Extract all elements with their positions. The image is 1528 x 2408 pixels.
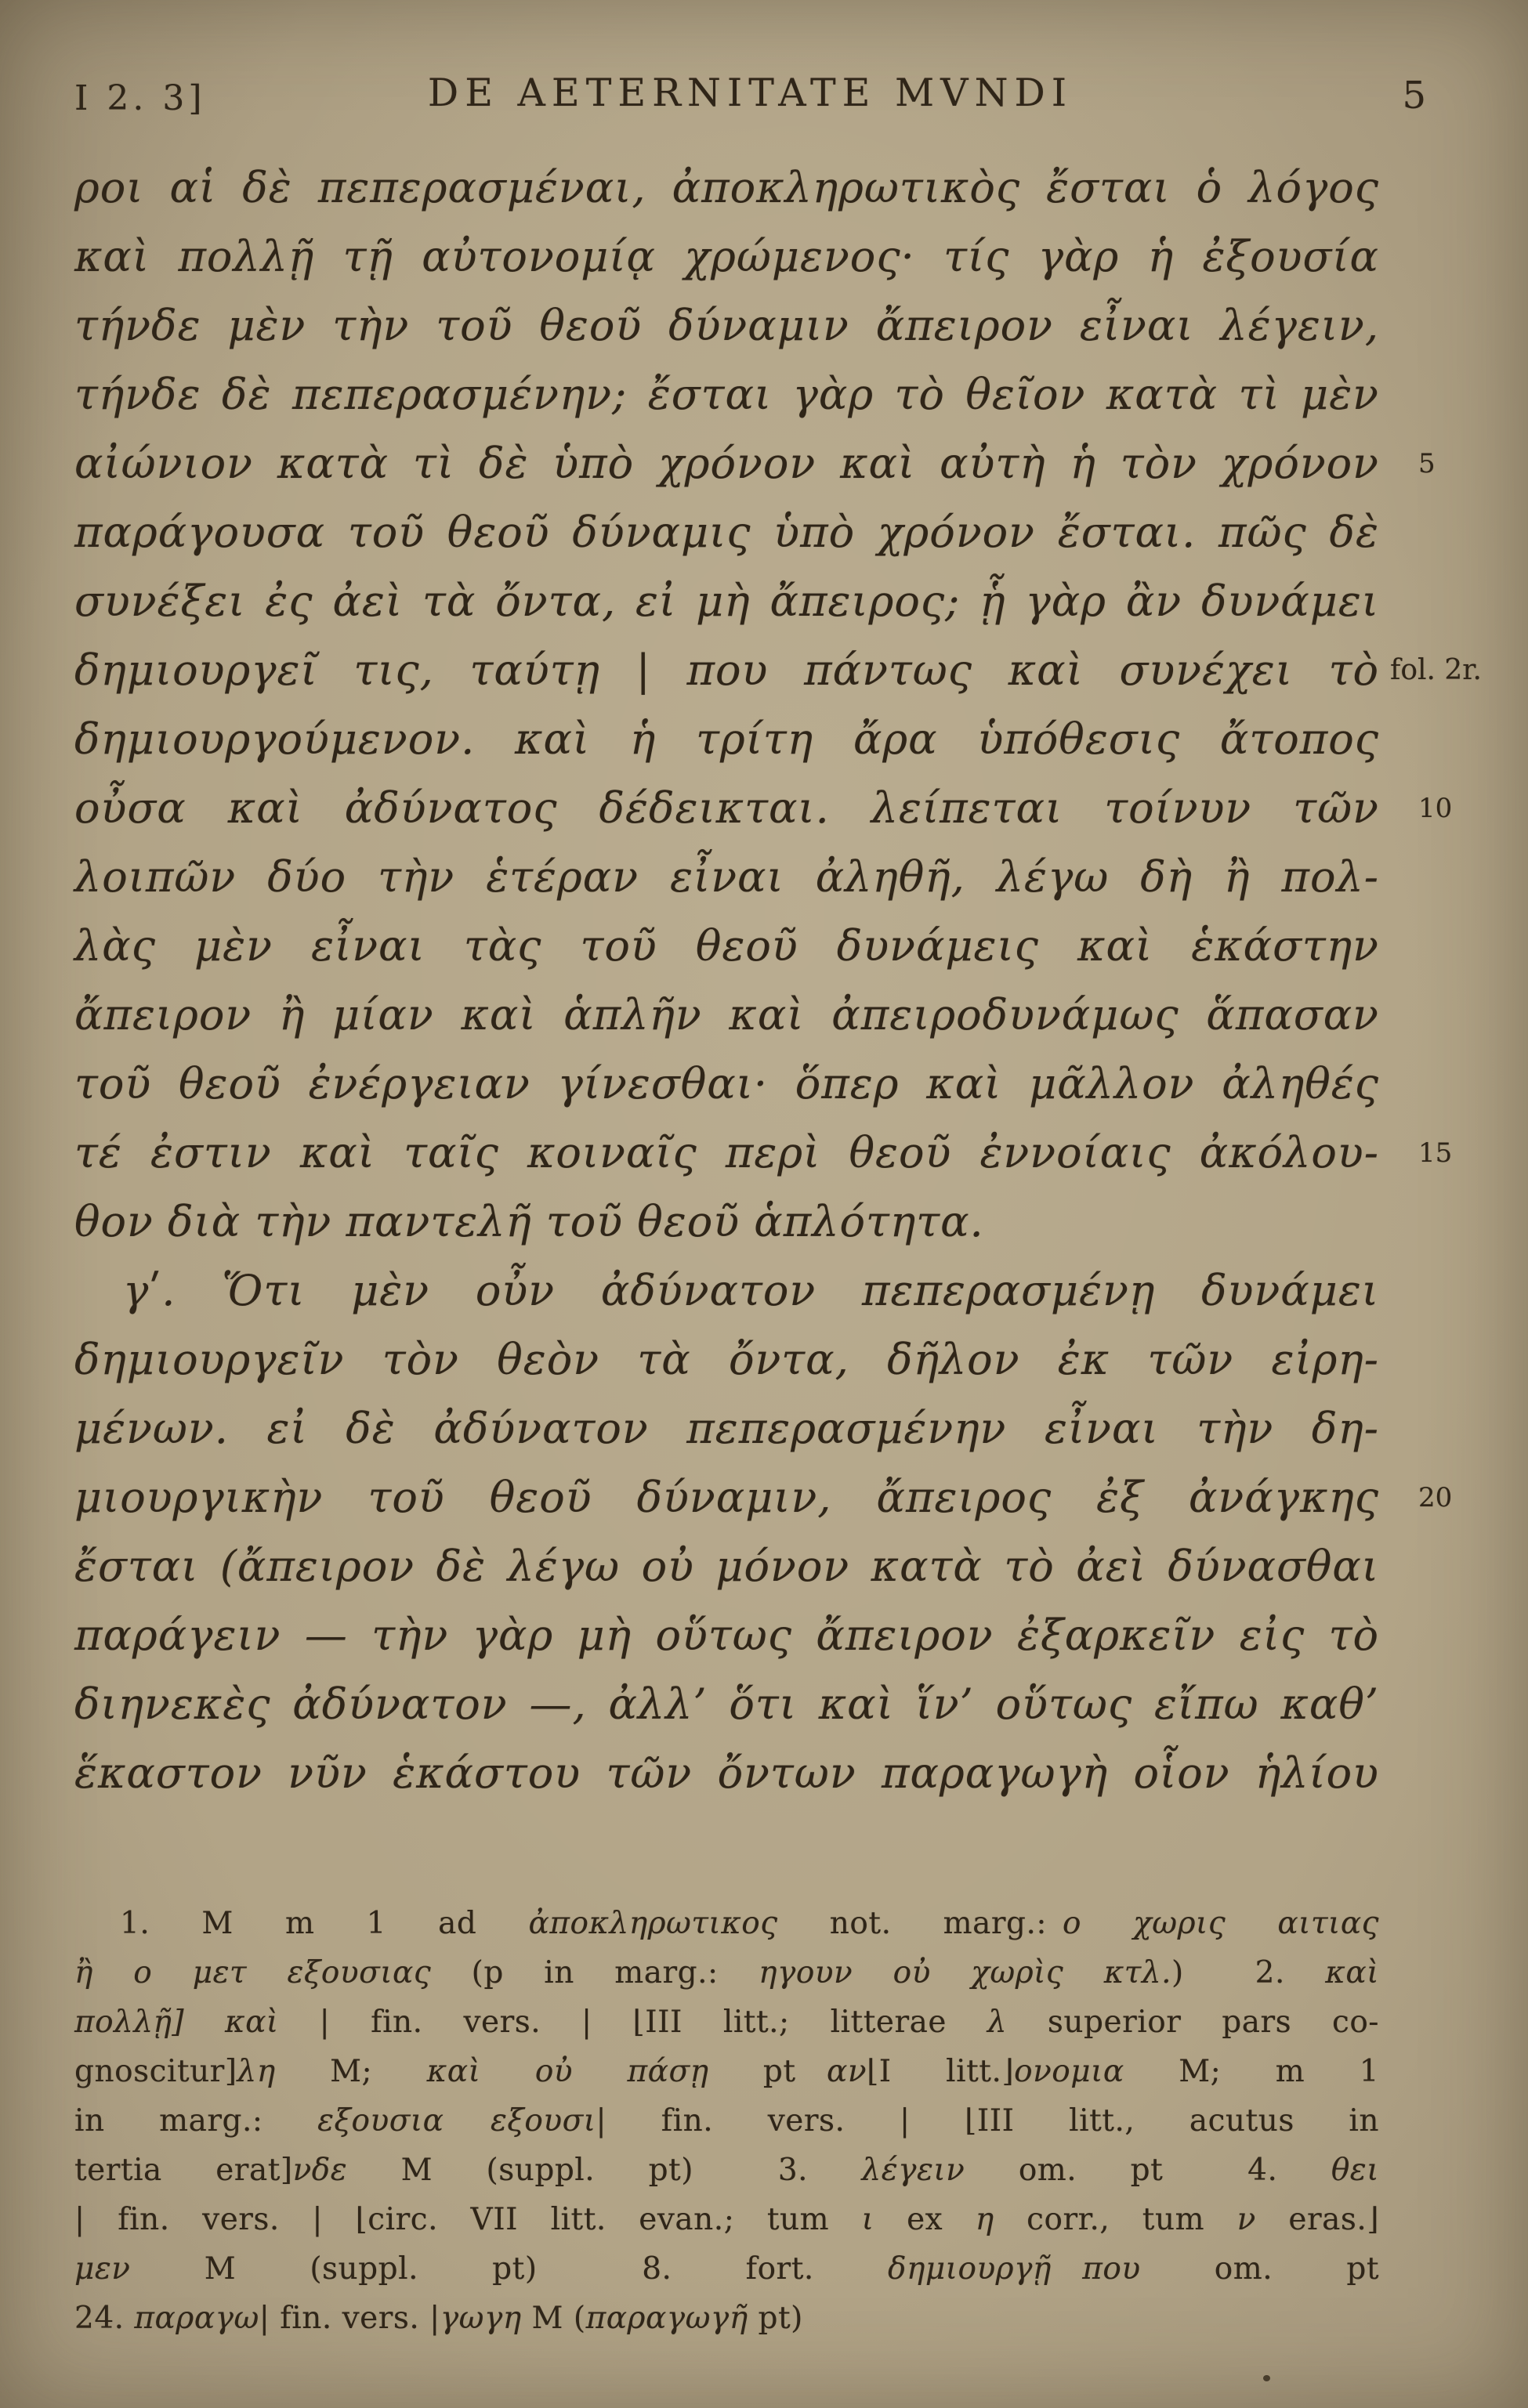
page-number: 5 <box>1402 74 1426 118</box>
apparatus-latin-segment: not. marg.: <box>829 1906 1063 1941</box>
greek-line-text: θον διὰ τὴν παντελῆ τοῦ θεοῦ ἁπλότητα. <box>74 1197 984 1246</box>
apparatus-greek-segment: πολλῇ] καὶ <box>74 2005 320 2040</box>
greek-line <box>74 1119 1453 1188</box>
greek-line <box>74 1188 1379 1256</box>
greek-line <box>74 1256 1379 1325</box>
greek-line <box>74 567 1379 636</box>
apparatus-greek-segment: ι <box>861 2202 874 2237</box>
apparatus-greek-segment: εξουσι <box>490 2103 596 2139</box>
apparatus-latin-segment: ⌊I litt.⌋ <box>867 2054 1015 2089</box>
apparatus-latin-segment: in marg.: <box>74 2103 318 2139</box>
apparatus-greek-segment: αν <box>827 2054 867 2089</box>
greek-line-text: ἄπειρον ἢ μίαν καὶ ἁπλῆν καὶ ἀπειροδυνάμως ἅπασαν <box>74 990 1379 1039</box>
stephanus-line-number: 5 <box>1418 448 1436 479</box>
apparatus-latin-segment <box>444 2103 491 2139</box>
apparatus-greek-segment: λέγειν <box>861 2153 965 2188</box>
stephanus-line-number: 20 <box>1418 1482 1453 1513</box>
apparatus-greek-segment: ο χωρις αιτιας <box>1063 1906 1380 1941</box>
apparatus-greek-segment: ἢ ο μετ εξουσιας <box>74 1955 472 1990</box>
apparatus-greek-segment: νδε <box>292 2153 348 2188</box>
greek-line-text: δημιουργούμενον. καὶ ἡ τρίτη ἄρα ὑπόθεσις ἄτοπος <box>74 714 1379 764</box>
apparatus-line <box>74 2195 1379 2244</box>
greek-line-text: παράγειν — τὴν γὰρ μὴ οὕτως ἄπειρον ἐξαρκεῖν εἰς τὸ <box>74 1611 1379 1660</box>
greek-line-text: συνέξει ἐς ἀεὶ τὰ ὄντα, εἰ μὴ ἄπειρος; ᾗ γὰρ ἂν δυνάμει <box>74 577 1379 626</box>
greek-line <box>74 498 1379 567</box>
apparatus-greek-segment: ν <box>1237 2202 1256 2237</box>
greek-line-text: καὶ πολλῇ τῇ αὐτονομίᾳ χρώμενος· τίς γὰρ ἡ ἐξουσία <box>74 232 1379 281</box>
apparatus-line <box>74 2244 1379 2294</box>
critical-apparatus <box>74 1899 1379 2343</box>
greek-line <box>74 1601 1379 1670</box>
running-header <box>74 71 1426 128</box>
apparatus-latin-segment: eras.⌋ <box>1255 2202 1379 2237</box>
apparatus-latin-segment: | fin. vers. | ⌊III litt.; litterae <box>319 2005 987 2040</box>
apparatus-latin-segment: pt <box>762 2054 827 2089</box>
header-signature: I 2. 3] <box>74 78 206 118</box>
apparatus-latin-segment: (p in marg.: <box>471 1955 759 1990</box>
apparatus-latin-segment: om. pt <box>1140 2251 1379 2287</box>
apparatus-latin-segment: 1. M m 1 ad <box>120 1906 529 1941</box>
greek-line-text: ἕκαστον νῦν ἑκάστου τῶν ὄντων παραγωγὴ οἷον ἡλίου <box>74 1748 1379 1798</box>
header-title: DE AETERNITATE MVNDI <box>427 71 1074 115</box>
apparatus-line <box>74 1998 1379 2047</box>
greek-line <box>74 636 1482 705</box>
apparatus-latin-segment: om. pt 4. <box>965 2153 1331 2188</box>
apparatus-latin-segment: M ( <box>521 2301 586 2336</box>
stephanus-line-number: 15 <box>1418 1137 1453 1169</box>
greek-line <box>74 1325 1379 1394</box>
greek-line <box>74 1394 1379 1463</box>
apparatus-greek-segment: ονομια <box>1014 2054 1124 2089</box>
greek-line <box>74 154 1379 222</box>
apparatus-latin-segment: tertia erat] <box>74 2153 293 2188</box>
folio-margin-note: fol. 2r. <box>1390 654 1482 686</box>
apparatus-latin-segment: | fin. vers. | <box>259 2301 440 2336</box>
greek-line-text: μιουργικὴν τοῦ θεοῦ δύναμιν, ἄπειρος ἐξ ἀνάγκης <box>74 1473 1379 1522</box>
apparatus-line <box>74 2096 1379 2146</box>
greek-line <box>74 1463 1453 1532</box>
apparatus-latin-segment: | fin. vers. | ⌊III litt., acutus in <box>596 2103 1379 2139</box>
greek-line <box>74 429 1436 498</box>
apparatus-latin-segment: M; m 1 <box>1124 2054 1380 2089</box>
apparatus-line <box>74 2047 1379 2096</box>
apparatus-line <box>74 1948 1379 1998</box>
greek-line-text: τήνδε μὲν τὴν τοῦ θεοῦ δύναμιν ἄπειρον εἶναι λέγειν, <box>74 301 1379 350</box>
apparatus-greek-segment: καὶ <box>1325 1955 1379 1990</box>
apparatus-latin-segment: | fin. vers. | ⌊circ. VII litt. evan.; tum <box>74 2202 862 2237</box>
apparatus-greek-segment: εξουσια <box>317 2103 444 2139</box>
apparatus-latin-segment: 24. <box>74 2301 135 2336</box>
greek-line <box>74 1670 1379 1739</box>
greek-line <box>74 1532 1379 1601</box>
greek-line-text: τοῦ θεοῦ ἐνέργειαν γίνεσθαι· ὅπερ καὶ μᾶλλον ἀληθές <box>74 1059 1379 1108</box>
greek-text-block <box>74 154 1482 1808</box>
apparatus-greek-segment: ηγουν οὐ χωρὶς κτλ. <box>759 1955 1171 1990</box>
stephanus-line-number: 10 <box>1418 793 1453 824</box>
greek-line-text: ροι αἱ δὲ πεπερασμέναι, ἀποκληρωτικὸς ἔσται ὁ λόγος <box>74 163 1379 212</box>
greek-line-text: ἔσται (ἄπειρον δὲ λέγω οὐ μόνον κατὰ τὸ ἀεὶ δύνασθαι <box>74 1542 1379 1591</box>
greek-line <box>74 360 1379 429</box>
apparatus-line <box>74 2294 1379 2343</box>
greek-line <box>74 1050 1379 1119</box>
apparatus-greek-segment: λη <box>237 2054 276 2089</box>
apparatus-greek-segment: η <box>975 2202 994 2237</box>
greek-line <box>74 912 1379 981</box>
greek-line-text: οὖσα καὶ ἀδύνατος δέδεικται. λείπεται τοίνυν τῶν <box>74 783 1379 833</box>
greek-line <box>74 705 1379 774</box>
apparatus-latin-segment: gnoscitur] <box>74 2054 237 2089</box>
greek-line-text: γʹ. Ὅτι μὲν οὖν ἀδύνατον πεπερασμένῃ δυνάμει <box>123 1266 1379 1315</box>
greek-line-text: παράγουσα τοῦ θεοῦ δύναμις ὑπὸ χρόνον ἔσται. πῶς δὲ <box>74 508 1379 557</box>
apparatus-greek-segment: γωγη <box>440 2301 522 2336</box>
apparatus-line <box>74 2146 1379 2195</box>
greek-line-text: τήνδε δὲ πεπερασμένην; ἔσται γὰρ τὸ θεῖον κατὰ τὶ μὲν <box>74 370 1379 419</box>
greek-line <box>74 774 1453 843</box>
apparatus-line <box>74 1899 1379 1948</box>
apparatus-greek-segment: που <box>1082 2251 1141 2287</box>
apparatus-greek-segment: καὶ οὐ πάσῃ <box>426 2054 763 2089</box>
greek-line-text: δημιουργεῖ τις, ταύτῃ | που πάντως καὶ συνέχει τὸ <box>74 645 1379 695</box>
apparatus-greek-segment: μεν <box>74 2251 131 2287</box>
scan-speck <box>1263 2375 1270 2381</box>
greek-line-text: λοιπῶν δύο τὴν ἑτέραν εἶναι ἀληθῆ, λέγω δὴ ἢ πολ- <box>74 852 1379 902</box>
apparatus-latin-segment: M (suppl. pt) 3. <box>347 2153 862 2188</box>
greek-line <box>74 222 1379 291</box>
greek-line <box>74 1739 1379 1808</box>
apparatus-greek-segment: ἀποκληρωτικος <box>528 1906 830 1941</box>
greek-line-text: τέ ἐστιν καὶ ταῖς κοιναῖς περὶ θεοῦ ἐννοίαις ἀκόλου- <box>74 1128 1379 1177</box>
greek-line <box>74 843 1379 912</box>
greek-line <box>74 981 1379 1050</box>
apparatus-latin-segment: superior pars co- <box>1007 2005 1379 2040</box>
apparatus-greek-segment: παραγωγῆ <box>585 2301 748 2336</box>
apparatus-greek-segment: δημιουργῇ <box>887 2251 1052 2287</box>
greek-line-text: αἰώνιον κατὰ τὶ δὲ ὑπὸ χρόνον καὶ αὐτὴ ἡ τὸν χρόνον <box>74 439 1379 488</box>
apparatus-latin-segment: pt) <box>748 2301 803 2336</box>
apparatus-latin-segment: corr., tum <box>994 2202 1237 2237</box>
apparatus-latin-segment: ex <box>874 2202 976 2237</box>
apparatus-greek-segment: λ <box>987 2005 1008 2040</box>
apparatus-latin-segment: M (suppl. pt) 8. fort. <box>130 2251 888 2287</box>
greek-line-text: λὰς μὲν εἶναι τὰς τοῦ θεοῦ δυνάμεις καὶ ἑκάστην <box>74 921 1379 971</box>
greek-line-text: δημιουργεῖν τὸν θεὸν τὰ ὄντα, δῆλον ἐκ τῶν εἰρη- <box>74 1335 1379 1384</box>
apparatus-latin-segment: ) 2. <box>1171 1955 1326 1990</box>
apparatus-greek-segment: θει <box>1331 2153 1380 2188</box>
apparatus-greek-segment: παραγω <box>134 2301 259 2336</box>
greek-line <box>74 291 1379 360</box>
greek-line-text: μένων. εἰ δὲ ἀδύνατον πεπερασμένην εἶναι τὴν δη- <box>74 1404 1379 1453</box>
greek-line-text: διηνεκὲς ἀδύνατον —, ἀλλ’ ὅτι καὶ ἵν’ οὕτως εἴπω καθ’ <box>74 1679 1379 1729</box>
apparatus-latin-segment <box>1052 2251 1083 2287</box>
apparatus-latin-segment: M; <box>275 2054 427 2089</box>
